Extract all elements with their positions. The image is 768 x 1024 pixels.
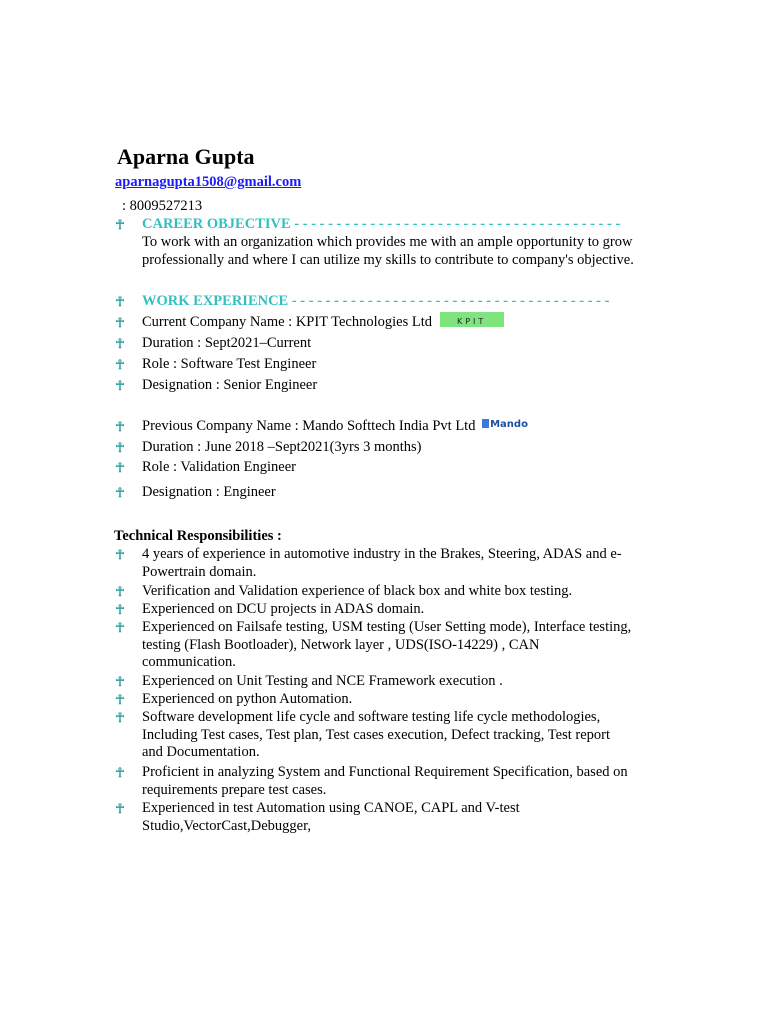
current-role: Role : Software Test Engineer xyxy=(142,356,317,372)
list-item-text: testing (Flash Bootloader), Network layer , UDS(ISO-14229) , CAN xyxy=(142,636,540,653)
list-item-text: Studio,VectorCast,Debugger, xyxy=(142,817,311,834)
list-item-text: Experienced on DCU projects in ADAS domain. xyxy=(142,601,425,617)
current-designation: Designation : Senior Engineer xyxy=(142,377,318,393)
bullet-icon: ☥ xyxy=(115,801,125,816)
mando-logo-icon: Mando xyxy=(482,416,528,434)
work-experience-heading: WORK EXPERIENCE - - - - - - - - - - - - - - - - - - - - - - - - - - - - - - - - - - - - - - xyxy=(142,293,610,309)
email-link[interactable]: aparnagupta1508@gmail.com xyxy=(115,174,302,190)
list-item-text: Proficient in analyzing System and Functional Requirement Specification, based on xyxy=(142,764,628,780)
previous-duration: Duration : June 2018 –Sept2021(3yrs 3 months) xyxy=(142,439,422,455)
bullet-icon: ☥ xyxy=(115,440,125,455)
career-objective-heading: CAREER OBJECTIVE - - - - - - - - - - - - - - - - - - - - - - - - - - - - - - - - - - - - - - - xyxy=(142,216,621,232)
phone-number: : 8009527213 xyxy=(122,198,203,214)
bullet-icon: ☥ xyxy=(115,584,125,599)
bullet-icon: ☥ xyxy=(115,620,125,635)
list-item-text: 4 years of experience in automotive industry in the Brakes, Steering, ADAS and e- xyxy=(142,546,622,562)
bullet-icon: ☥ xyxy=(115,460,125,475)
list-item-text: Software development life cycle and software testing life cycle methodologies, xyxy=(142,709,601,725)
bullet-icon: ☥ xyxy=(115,765,125,780)
bullet-icon: ☥ xyxy=(115,602,125,617)
list-item-text: Powertrain domain. xyxy=(142,563,257,580)
previous-company: Previous Company Name : Mando Softtech India Pvt Ltd xyxy=(142,418,476,435)
list-item-text: and Documentation. xyxy=(142,744,260,760)
list-item-text: Including Test cases, Test plan, Test cases execution, Defect tracking, Test report xyxy=(142,726,610,743)
candidate-name: Aparna Gupta xyxy=(117,144,255,169)
bullet-icon: ☥ xyxy=(115,485,125,500)
bullet-icon: ☥ xyxy=(115,547,125,562)
current-company: Current Company Name : KPIT Technologies Ltd xyxy=(142,314,433,330)
list-item-text: Experienced on Failsafe testing, USM testing (User Setting mode), Interface testing, xyxy=(142,619,632,635)
list-item-text: communication. xyxy=(142,654,236,670)
bullet-icon: ☥ xyxy=(115,336,125,351)
bullet-icon: ☥ xyxy=(115,674,125,689)
previous-role: Role : Validation Engineer xyxy=(142,459,296,475)
bullet-icon: ☥ xyxy=(115,357,125,372)
technical-responsibilities-title: Technical Responsibilities : xyxy=(114,528,282,544)
bullet-icon: ☥ xyxy=(115,419,125,434)
list-item-text: Verification and Validation experience of black box and white box testing. xyxy=(142,583,573,599)
career-objective-line-1: To work with an organization which provides me with an ample opportunity to grow xyxy=(142,234,633,250)
bullet-icon: ☥ xyxy=(115,378,125,393)
current-duration: Duration : Sept2021–Current xyxy=(142,335,312,351)
career-objective-line-2: professionally and where I can utilize my skills to contribute to company's objective. xyxy=(142,252,634,268)
bullet-icon: ☥ xyxy=(115,294,125,309)
bullet-icon: ☥ xyxy=(115,710,125,725)
list-item-text: Experienced on Unit Testing and NCE Framework execution . xyxy=(142,673,503,689)
bullet-icon: ☥ xyxy=(115,692,125,707)
bullet-icon: ☥ xyxy=(115,315,125,330)
bullet-icon: ☥ xyxy=(115,217,125,232)
list-item-text: Experienced in test Automation using CANOE, CAPL and V-test xyxy=(142,800,520,816)
list-item-text: requirements prepare test cases. xyxy=(142,781,327,798)
kpit-logo-icon: KPIT xyxy=(440,312,504,327)
list-item-text: Experienced on python Automation. xyxy=(142,691,353,707)
previous-designation: Designation : Engineer xyxy=(142,484,276,500)
